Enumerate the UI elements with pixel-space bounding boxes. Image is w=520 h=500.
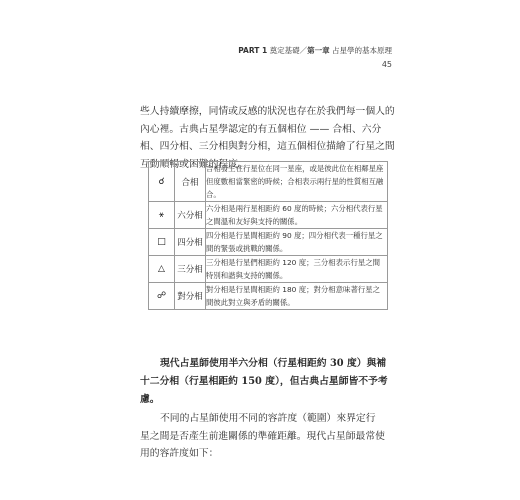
table-row bbox=[149, 256, 388, 283]
conjunction-symbol-icon: ☌ bbox=[149, 162, 175, 202]
aspect-description: 對分相是行星間相距約 180 度；對分相意味著行星之間彼此對立與矛盾的關係。 bbox=[206, 283, 388, 310]
intro-paragraph: 些人持續摩擦，同情或反感的狀況也存在於我們每一個人的內心裡。古典占星學認定的有五個相位 —— 合相、六分相、四分相、三分相與對分相，這五個相位描繪了行星之間互動順暢或困難的程度。 bbox=[140, 106, 395, 170]
aspect-description: 合相發生在行星位在同一星座，或是彼此位在相鄰星座但度數相當緊密的時候；合相表示兩行星的性質相互融合。 bbox=[206, 162, 388, 202]
aspect-name: 四分相 bbox=[175, 229, 206, 256]
aspects-table bbox=[148, 161, 388, 310]
aspect-description: 六分相是兩行星相距約 60 度的時候；六分相代表行星之間溫和友好與支持的關係。 bbox=[206, 202, 388, 229]
bold-note-paragraph: 現代占星師使用半六分相（行星相距約 30 度）與補十二分相（行星相距約 150 度），但古典占星師皆不予考慮。 bbox=[140, 358, 388, 405]
table-row bbox=[149, 162, 388, 202]
chapter-label: 第一章 bbox=[307, 46, 330, 55]
section-label: 奠定基礎／ bbox=[269, 46, 308, 55]
part-label: PART 1 bbox=[238, 46, 268, 55]
table-row bbox=[149, 202, 388, 229]
sextile-symbol-icon: ⚹ bbox=[149, 202, 175, 229]
aspect-name: 對分相 bbox=[175, 283, 206, 310]
square-symbol-icon: □ bbox=[149, 229, 175, 256]
table-row bbox=[149, 283, 388, 310]
aspect-description: 四分相是行星間相距約 90 度；四分相代表一種行星之間的緊張或挑戰的關係。 bbox=[206, 229, 388, 256]
page-number: 45 bbox=[381, 60, 392, 69]
trine-symbol-icon: △ bbox=[149, 256, 175, 283]
closing-paragraph: 不同的占星師使用不同的容許度（範圍）來界定行星之間是否產生前進關係的準確距離。現代占星師最常使用的容許度如下： bbox=[140, 413, 385, 459]
aspect-name: 合相 bbox=[175, 162, 206, 202]
running-header bbox=[238, 44, 392, 71]
opposition-symbol-icon: ☍ bbox=[149, 283, 175, 310]
aspect-name: 三分相 bbox=[175, 256, 206, 283]
aspect-description: 三分相是行星們相距約 120 度；三分相表示行星之間特別和諧與支持的關係。 bbox=[206, 256, 388, 283]
table-row bbox=[149, 229, 388, 256]
header-section-line bbox=[238, 44, 392, 57]
aspect-name: 六分相 bbox=[175, 202, 206, 229]
chapter-title: 占星學的基本原理 bbox=[332, 46, 392, 55]
